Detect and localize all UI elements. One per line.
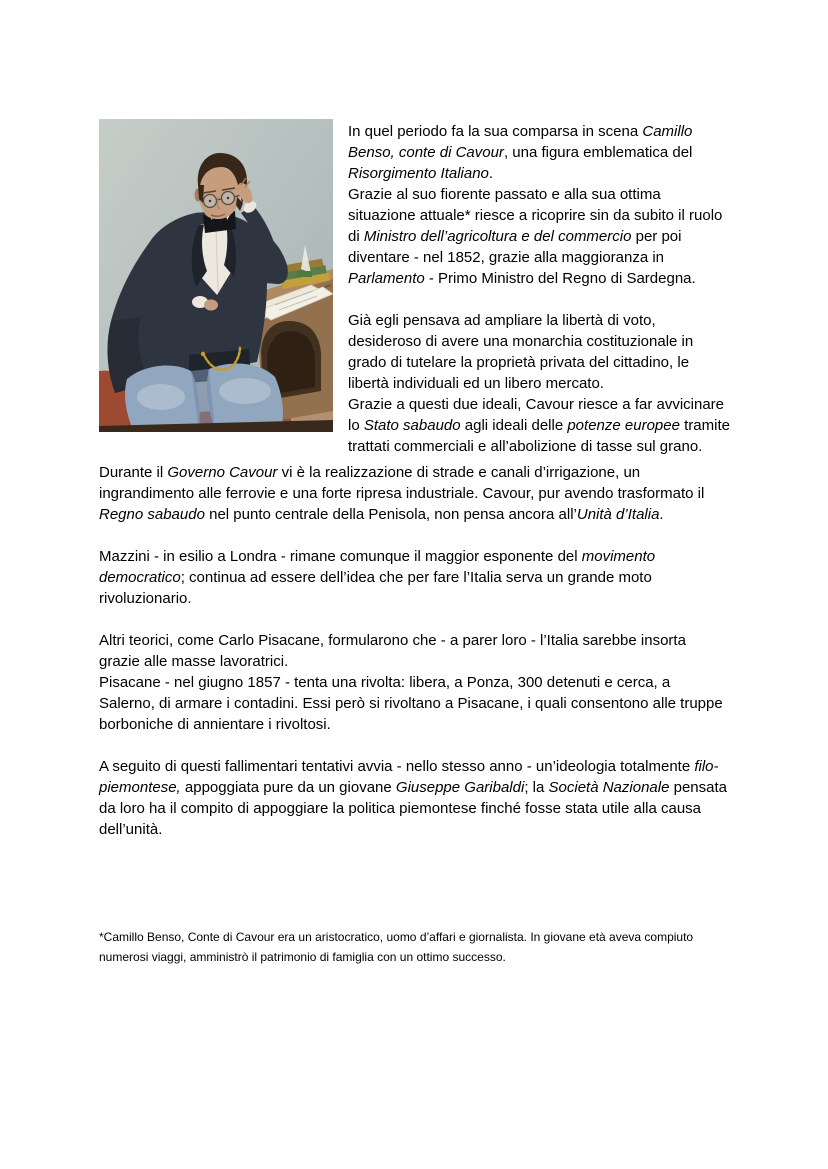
text-run: ; continua ad essere dell’idea che per fare l’Italia serva un grande moto rivoluzionario. [99, 569, 652, 607]
blank-line [99, 525, 730, 546]
intro-text-column [348, 119, 730, 457]
text-run: ; la [524, 779, 549, 796]
paragraph [348, 394, 730, 457]
text-run: pensata da loro ha il compito di appoggiare la politica piemontese finché fosse stata utile alla causa dell’unità. [99, 779, 727, 838]
italic-text: movimento democratico [99, 548, 656, 586]
paragraph [348, 184, 730, 289]
text-run: Grazie a questi due ideali, Cavour riesce a far avvicinare lo [348, 396, 725, 434]
text-run: - Primo Ministro del Regno di Sardegna. [424, 270, 696, 287]
italic-text: Regno sabaudo [99, 506, 205, 523]
text-run: Già egli pensava ad ampliare la libertà di voto, desideroso di avere una monarchia costituzionale in grado di tutelare la proprietà privata del cittadino, le libertà individuali ed un libero mercato. [348, 312, 694, 392]
paragraph [99, 630, 730, 672]
text-run: In quel periodo fa la sua comparsa in scena [348, 123, 643, 140]
blank-line [348, 289, 730, 310]
cavour-portrait [99, 119, 333, 432]
italic-text: Giuseppe Garibaldi [395, 779, 525, 796]
text-run: agli ideali delle [460, 417, 568, 434]
text-run: per poi diventare - nel 1852, grazie alla maggioranza in [348, 228, 682, 266]
text-run: Durante il [99, 464, 168, 481]
paragraph [348, 310, 730, 394]
text-run: . [659, 506, 664, 523]
italic-text: Stato sabaudo [363, 417, 461, 434]
text-run: A seguito di questi fallimentari tentativi avvia - nello stesso anno - un’ideologia totalmente [99, 758, 695, 775]
text-run: Pisacane - nel giugno 1857 - tenta una rivolta: libera, a Ponza, 300 detenuti e cerca, a Salerno, di armare i contadini. Essi però si rivoltano a Pisacane, i quali consentono alle truppe borboniche di annientare i rivoltosi. [99, 674, 723, 733]
italic-text: Governo Cavour [167, 464, 278, 481]
italic-text: Società Nazionale [548, 779, 670, 796]
body-text [99, 462, 730, 840]
text-run: , una figura emblematica del [503, 144, 693, 161]
blank-line [99, 735, 730, 756]
italic-text: Unità d’Italia [576, 506, 660, 523]
italic-text: Parlamento [348, 270, 425, 287]
text-run: tramite trattati commerciali e all’abolizione di tasse sul grano. [348, 417, 730, 455]
paragraph [99, 756, 730, 840]
italic-text: Risorgimento Italiano [348, 165, 489, 182]
italic-text: Camillo Benso, conte di Cavour [348, 123, 693, 161]
text-run: appoggiata pure da un giovane [180, 779, 396, 796]
paragraph [348, 121, 730, 184]
blank-line [99, 609, 730, 630]
text-run: . [488, 165, 494, 182]
text-run: nel punto centrale della Penisola, non pensa ancora all’ [204, 506, 577, 523]
paragraph [99, 462, 730, 525]
cavour-portrait-image [99, 119, 333, 432]
paragraph [99, 672, 730, 735]
document-content [99, 119, 730, 840]
italic-text: potenze europee [567, 417, 680, 434]
intro-section [99, 119, 730, 457]
text-run: Grazie al suo fiorente passato e alla sua ottima situazione attuale* riesce a ricoprire sin da subito il ruolo di [348, 186, 723, 245]
italic-text: Ministro dell’agricoltura e del commercio [363, 228, 632, 245]
paragraph [99, 546, 730, 609]
text-run: vi è la realizzazione di strade e canali d’irrigazione, un ingrandimento alle ferrovie e una forte ripresa industriale. Cavour, pur avendo trasformato il [99, 464, 705, 502]
text-run: Mazzini - in esilio a Londra - rimane comunque il maggior esponente del [99, 548, 582, 565]
italic-text: filo-piemontese, [99, 758, 719, 796]
text-run: Altri teorici, come Carlo Pisacane, formularono che - a parer loro - l’Italia sarebbe insorta grazie alle masse lavoratrici. [99, 632, 686, 670]
footnote: *Camillo Benso, Conte di Cavour era un aristocratico, uomo d’affari e giornalista. In giovane età aveva compiuto numerosi viaggi, amministrò il patrimonio di famiglia con un ottimo successo. [99, 930, 694, 964]
